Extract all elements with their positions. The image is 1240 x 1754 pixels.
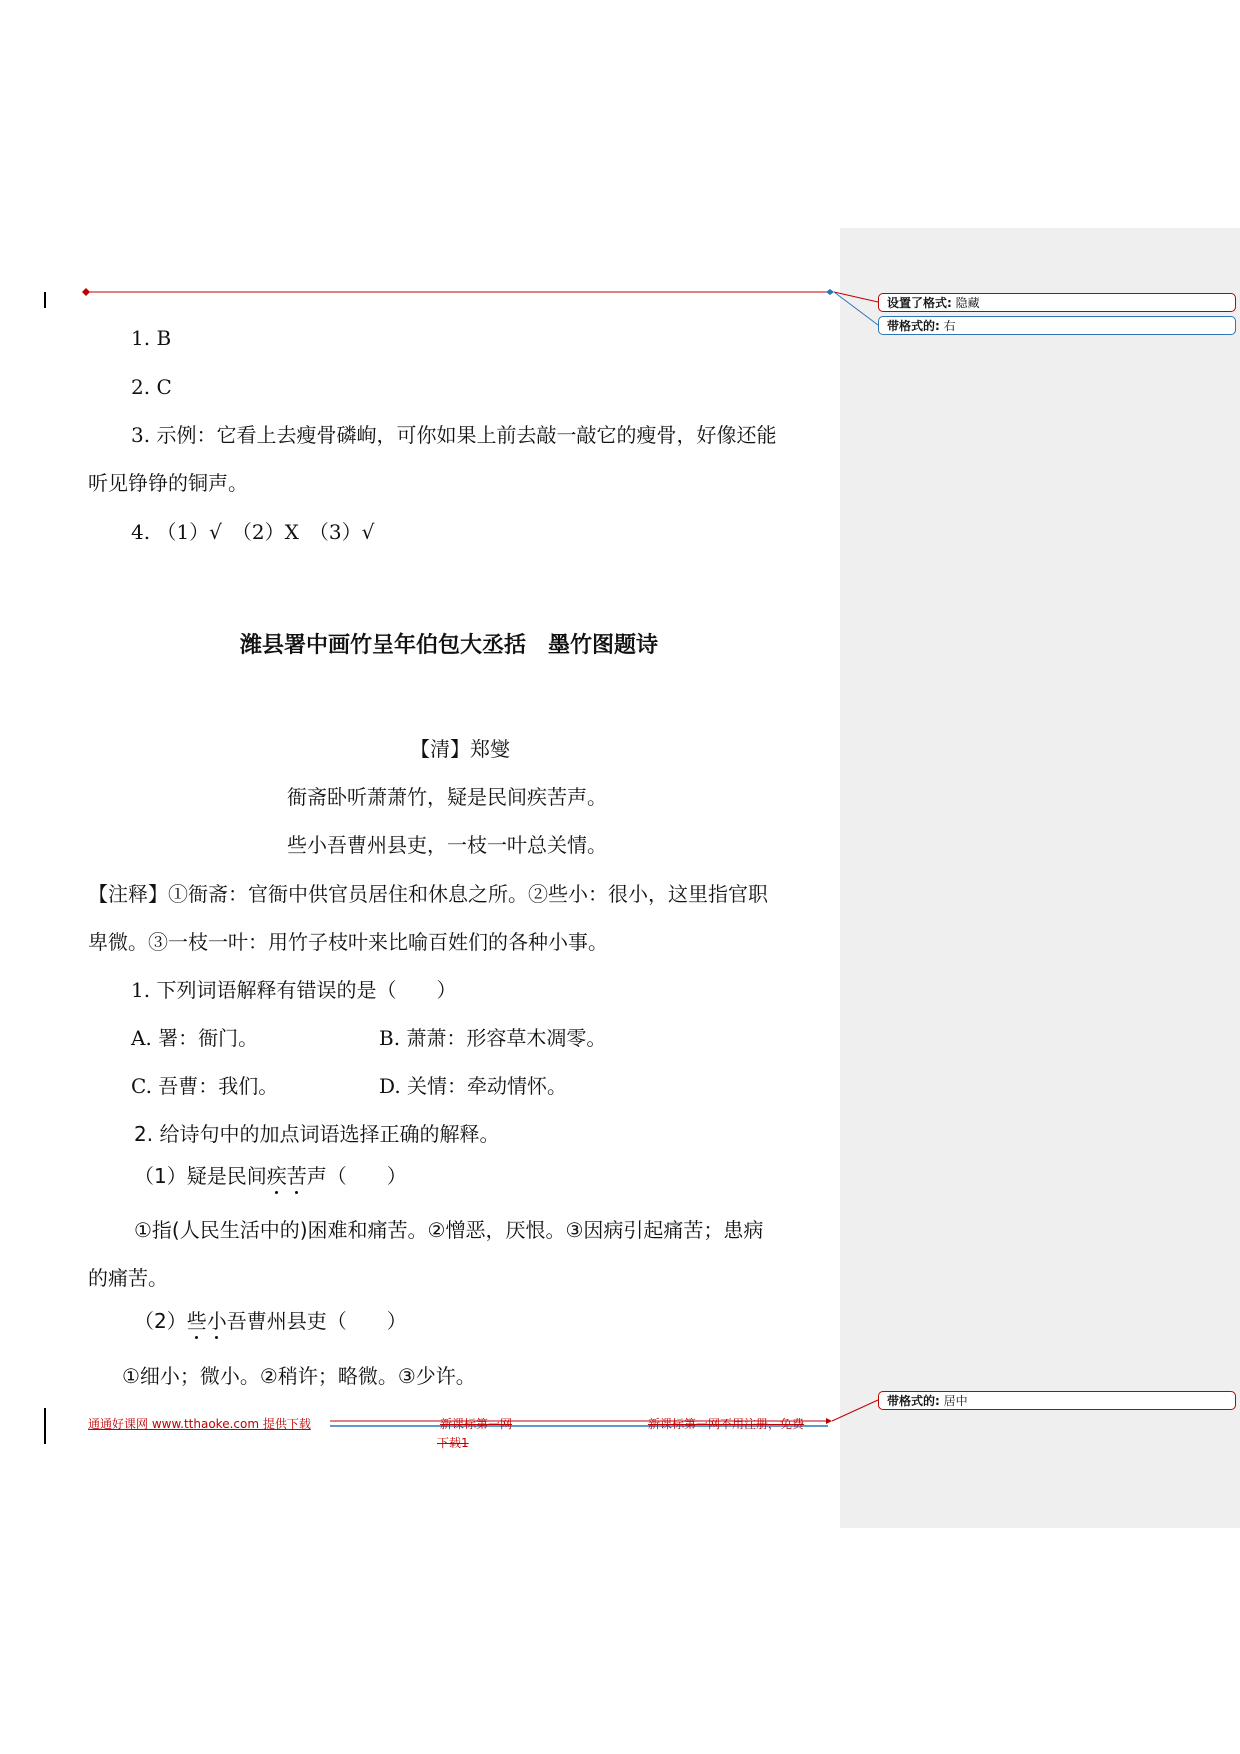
question-2-1-suffix: 声（ ） [306,1164,407,1188]
question-2-1-options-line2: 的痛苦。 [88,1266,168,1290]
comment-key: 带格式的: [887,319,940,333]
question-2-1-options-line1: ①指(人民生活中的)困难和痛苦。②憎恶，厌恨。③因病引起痛苦；患病 [134,1218,764,1242]
comment-value: 隐藏 [955,296,980,310]
footer-marker [826,1418,832,1424]
poem-line-1: 衙斋卧听萧萧竹，疑是民间疾苦声。 [287,785,607,809]
question-1-option-a: A. 署：衙门。 [131,1026,259,1050]
question-2-1 [134,1164,407,1188]
question-1-option-c: C. 吾曹：我们。 [131,1074,279,1098]
answer-4: 4. （1）√ （2）X （3）√ [131,520,375,544]
notes-line-1: 【注释】①衙斋：官衙中供官员居住和休息之所。②些小：很小，这里指官职 [88,882,768,906]
comment-key: 设置了格式: [887,296,952,310]
poem-title: 潍县署中画竹呈年伯包大丞括 墨竹图题诗 [240,633,659,658]
question-2-2-suffix: 吾曹州县吏（ ） [226,1309,407,1333]
comment-balloon-center[interactable] [878,1391,1236,1410]
change-bar-footer [44,1408,46,1444]
question-1: 1. 下列词语解释有错误的是（ ） [131,978,457,1002]
connector-c3 [832,1400,878,1421]
footer-mid-link-1[interactable]: 新课标第一网 [440,1417,513,1431]
answer-3-line1: 3. 示例：它看上去瘦骨磷峋，可你如果上前去敲一敲它的瘦骨，好像还能 [131,423,777,447]
question-2-2-options: ①细小；微小。②稍许；略微。③少许。 [122,1364,476,1388]
question-2-1-prefix: （1）疑是民间 [134,1164,267,1188]
revision-marker-left [82,288,90,296]
notes-line-2: 卑微。③一枝一叶：用竹子枝叶来比喻百姓们的各种小事。 [88,930,608,954]
question-1-option-b: B. 萧萧：形容草木凋零。 [379,1026,607,1050]
poem-line-2: 些小吾曹州县吏，一枝一叶总关情。 [287,833,607,857]
footer-mid-link-2[interactable]: 下载1 [437,1436,469,1450]
answer-3-line2: 听见铮铮的铜声。 [88,471,248,495]
question-2-2-prefix: （2） [134,1309,187,1333]
poem-author: 【清】郑燮 [410,737,510,761]
emphasized-char: 疾 [266,1164,287,1188]
change-bar-top [44,292,46,308]
question-2: 2. 给诗句中的加点词语选择正确的解释。 [134,1122,500,1146]
footer-left-link[interactable]: 通通好课网 www.tthaoke.com 提供下载 [88,1417,311,1431]
answer-1: 1. B [131,326,172,350]
emphasized-char: 些 [186,1309,207,1333]
answer-2: 2. C [131,375,172,399]
comment-balloon-right[interactable] [878,316,1236,335]
comment-key: 带格式的: [887,1394,940,1408]
question-1-option-d: D. 关情：牵动情怀。 [379,1074,568,1098]
comment-value: 右 [943,319,956,333]
comment-value: 居中 [943,1394,968,1408]
emphasized-char: 苦 [286,1164,307,1188]
revision-marker-right [826,289,834,295]
emphasized-char: 小 [206,1309,227,1333]
footer-right-link[interactable]: 新课标第一网不用注册，免费 [648,1417,805,1431]
comment-balloon-hidden[interactable] [878,293,1236,312]
question-2-2 [134,1309,407,1333]
